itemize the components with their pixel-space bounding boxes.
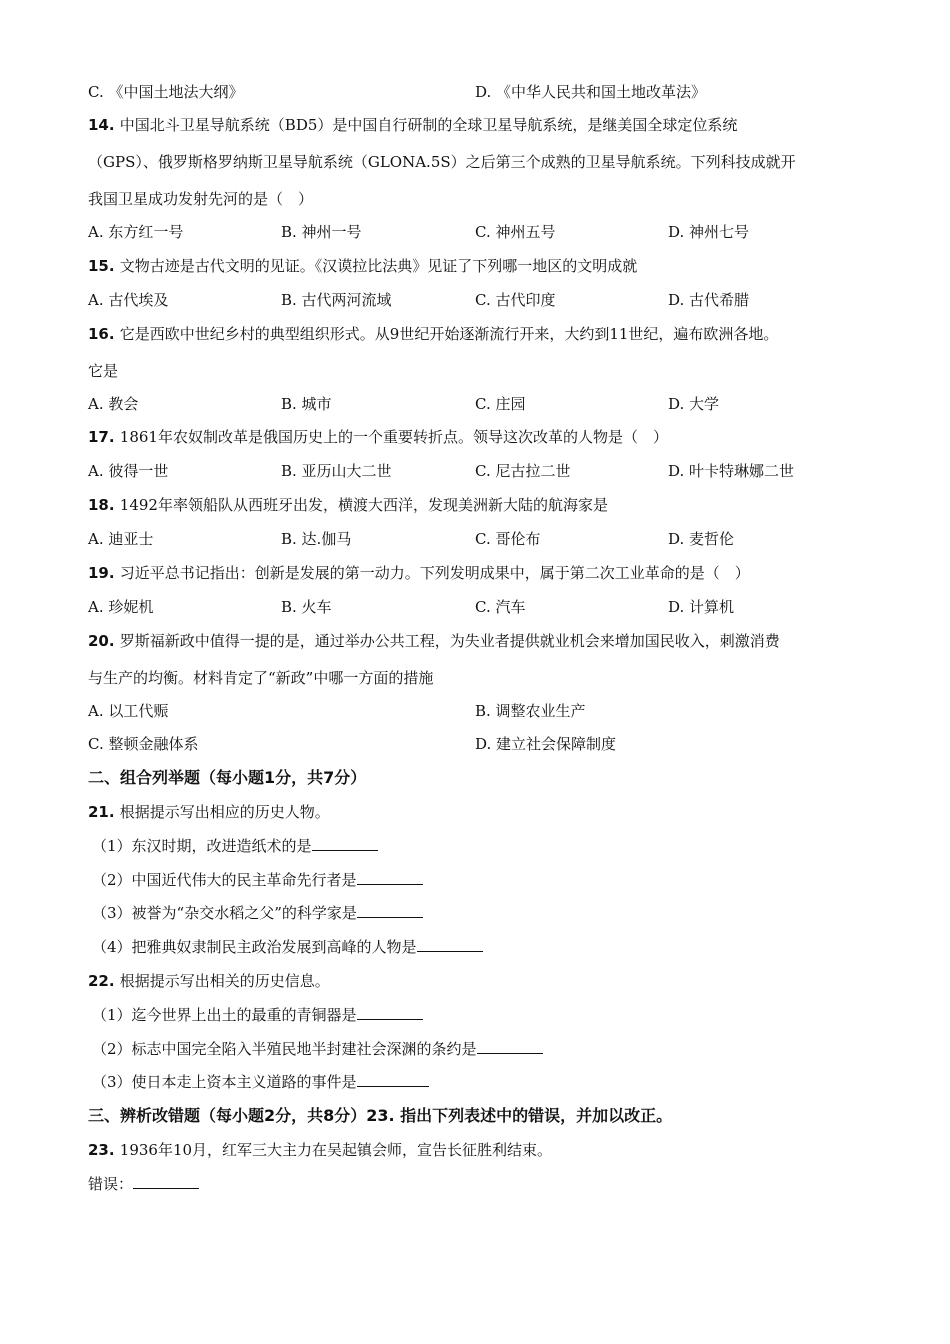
q21-sub-3-text: （3）被誉为“杂交水稻之父”的科学家是	[92, 904, 357, 922]
q21-text: 根据提示写出相应的历史人物。	[119, 803, 330, 821]
q21-sub-4	[92, 937, 483, 957]
question-number: 17.	[88, 428, 120, 446]
answer-blank[interactable]	[357, 870, 423, 885]
q19-option-a: A. 珍妮机	[88, 598, 154, 616]
q16-option-c: C. 庄园	[475, 395, 526, 413]
answer-blank[interactable]	[357, 903, 423, 918]
q19-option-d: D. 计算机	[668, 598, 735, 616]
q15-stem	[88, 256, 637, 276]
question-number: 19.	[88, 564, 120, 582]
q18-option-d: D. 麦哲伦	[668, 530, 735, 548]
q16-option-a: A. 教会	[88, 395, 139, 413]
question-number: 21.	[88, 803, 120, 821]
q13-option-d: D. 《中华人民共和国土地改革法》	[475, 83, 707, 101]
q23-error-row	[88, 1174, 199, 1194]
q19-stem	[88, 563, 750, 583]
q16-option-d: D. 大学	[668, 395, 720, 413]
question-number: 14.	[88, 116, 120, 134]
section-2-heading: 二、组合列举题（每小题1分，共7分）	[88, 768, 367, 787]
question-number: 15.	[88, 257, 120, 275]
q16-text-1: 它是西欧中世纪乡村的典型组织形式。从9世纪开始逐渐流行开来，大约到11世纪，遍布欧洲各地。	[119, 325, 779, 343]
q18-option-a: A. 迪亚士	[88, 530, 154, 548]
q21-sub-1	[92, 836, 378, 856]
question-number: 23.	[88, 1141, 120, 1159]
q22-stem	[88, 971, 330, 991]
q21-sub-2	[92, 870, 423, 890]
q19-option-b: B. 火车	[281, 598, 332, 616]
q22-text: 根据提示写出相关的历史信息。	[119, 972, 330, 990]
q15-option-c: C. 古代印度	[475, 291, 556, 309]
q22-sub-3	[92, 1072, 429, 1092]
q22-sub-3-text: （3）使日本走上资本主义道路的事件是	[92, 1073, 357, 1091]
q20-text-1: 罗斯福新政中值得一提的是，通过举办公共工程，为失业者提供就业机会来增加国民收入，刺激消费	[119, 632, 780, 650]
q17-stem	[88, 427, 668, 447]
q18-option-c: C. 哥伦布	[475, 530, 541, 548]
error-label: 错误：	[88, 1175, 134, 1193]
answer-blank[interactable]	[312, 836, 378, 851]
answer-blank[interactable]	[357, 1005, 423, 1020]
q17-option-d: D. 叶卡特琳娜二世	[668, 462, 795, 480]
q20-option-c: C. 整顿金融体系	[88, 735, 199, 753]
section-3-heading: 三、辨析改错题（每小题2分，共8分）23. 指出下列表述中的错误，并加以改正。	[88, 1106, 673, 1125]
q16-stem-line1	[88, 324, 778, 344]
q17-option-b: B. 亚历山大二世	[281, 462, 392, 480]
question-number: 18.	[88, 496, 120, 514]
q17-text: 1861年农奴制改革是俄国历史上的一个重要转折点。领导这次改革的人物是（ ）	[119, 428, 668, 446]
q20-stem-line1	[88, 631, 780, 651]
answer-blank[interactable]	[357, 1072, 429, 1087]
q20-option-b: B. 调整农业生产	[475, 702, 586, 720]
q21-stem	[88, 802, 330, 822]
q18-text: 1492年率领船队从西班牙出发，横渡大西洋，发现美洲新大陆的航海家是	[119, 496, 608, 514]
q21-sub-3	[92, 903, 423, 923]
answer-blank[interactable]	[477, 1039, 543, 1054]
q15-text: 文物古迹是古代文明的见证。《汉谟拉比法典》见证了下列哪一地区的文明成就	[119, 257, 638, 275]
q23-stem	[88, 1140, 552, 1160]
q21-sub-4-text: （4）把雅典奴隶制民主政治发展到高峰的人物是	[92, 938, 417, 956]
q13-option-c: C. 《中国土地法大纲》	[88, 83, 244, 101]
q15-option-d: D. 古代希腊	[668, 291, 750, 309]
answer-blank[interactable]	[133, 1174, 199, 1189]
q23-text: 1936年10月，红军三大主力在吴起镇会师，宣告长征胜利结束。	[119, 1141, 553, 1159]
q20-option-a: A. 以工代赈	[88, 702, 169, 720]
q17-option-a: A. 彼得一世	[88, 462, 169, 480]
question-number: 16.	[88, 325, 120, 343]
q14-stem-line3: 我国卫星成功发射先河的是（ ）	[88, 190, 314, 208]
q14-option-c: C. 神州五号	[475, 223, 556, 241]
q14-text-1: 中国北斗卫星导航系统（BD5）是中国自行研制的全球卫星导航系统，是继美国全球定位系统	[119, 116, 738, 134]
q18-option-b: B. 达.伽马	[281, 530, 352, 548]
q17-option-c: C. 尼古拉二世	[475, 462, 571, 480]
q16-stem-line2: 它是	[88, 362, 119, 380]
q19-text: 习近平总书记指出：创新是发展的第一动力。下列发明成果中，属于第二次工业革命的是（ ）	[119, 564, 750, 582]
q14-option-d: D. 神州七号	[668, 223, 750, 241]
answer-blank[interactable]	[417, 937, 483, 952]
q18-stem	[88, 495, 608, 515]
q22-sub-1	[92, 1005, 423, 1025]
q15-option-b: B. 古代两河流域	[281, 291, 392, 309]
q14-option-a: A. 东方红一号	[88, 223, 184, 241]
q20-stem-line2: 与生产的均衡。材料肯定了“新政”中哪一方面的措施	[88, 669, 434, 687]
q15-option-a: A. 古代埃及	[88, 291, 169, 309]
q22-sub-2-text: （2）标志中国完全陷入半殖民地半封建社会深渊的条约是	[92, 1040, 477, 1058]
q14-option-b: B. 神州一号	[281, 223, 362, 241]
q21-sub-2-text: （2）中国近代伟大的民主革命先行者是	[92, 871, 357, 889]
q16-option-b: B. 城市	[281, 395, 332, 413]
q14-stem-line2: （GPS）、俄罗斯格罗纳斯卫星导航系统（GLONA.5S）之后第三个成熟的卫星导航系统。下列科技成就开	[88, 153, 796, 171]
q20-option-d: D. 建立社会保障制度	[475, 735, 617, 753]
question-number: 22.	[88, 972, 120, 990]
q22-sub-1-text: （1）迄今世界上出土的最重的青铜器是	[92, 1006, 357, 1024]
q14-stem-line1	[88, 115, 737, 135]
q22-sub-2	[92, 1039, 543, 1059]
q21-sub-1-text: （1）东汉时期，改进造纸术的是	[92, 837, 312, 855]
question-number: 20.	[88, 632, 120, 650]
q19-option-c: C. 汽车	[475, 598, 526, 616]
